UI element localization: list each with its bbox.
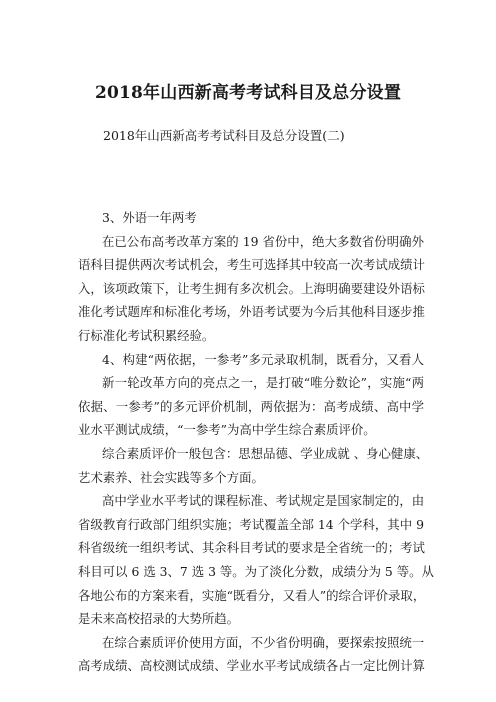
paragraph-line: 高中学业水平考试的课程标准、考试规定是国家制定的，由: [102, 493, 425, 509]
paragraph-line: 准化考试题库和标准化考场，外语考试要为今后其他科目逐步推: [78, 304, 425, 320]
paragraph-line: 在已公布高考改革方案的 19 省份中，绝大多数省份明确外: [102, 233, 424, 249]
paragraph-line: 入，该项政策下，让考生拥有多次机会。上海明确要建设外语标: [78, 280, 425, 296]
paragraph-line: 依据、一参考”的多元评价机制，两依据为：高考成绩、高中学: [78, 398, 424, 414]
paragraph-line: 在综合素质评价使用方面，不少省份明确，要探索按照统一: [102, 634, 425, 650]
paragraph-line: 科目可以 6 选 3、7 选 3 等。为了淡化分数，成绩分为 5 等。从: [78, 563, 434, 579]
paragraph-line: 新一轮改革方向的亮点之一，是打破“唯分数论”，实施“两: [102, 375, 424, 391]
paragraph-line: 是未来高校招录的大势所趋。: [78, 611, 240, 627]
paragraph-line: 省级教育行政部门组织实施；考试覆盖全部 14 个学科，其中 9: [78, 516, 424, 532]
section-heading-admission: 4、构建“两依据，一参考”多元录取机制，既看分，又看人: [102, 351, 424, 367]
paragraph-line: 高考成绩、高校测试成绩、学业水平考试成绩各占一定比例计算: [78, 658, 425, 674]
document-title: 2018年山西新高考考试科目及总分设置: [94, 83, 402, 103]
paragraph-line: 语科目提供两次考试机会，考生可选择其中较高一次考试成绩计: [78, 257, 425, 273]
paragraph-line: 业水平测试成绩，“一参考”为高中学生综合素质评价。: [78, 422, 376, 438]
paragraph-line: 艺术素养、社会实践等多个方面。: [78, 469, 264, 485]
document-subtitle: 2018年山西新高考考试科目及总分设置(二): [103, 128, 345, 143]
paragraph-line: 各地公布的方案来看，实施“既看分，又看人”的综合评价录取，: [78, 587, 426, 603]
paragraph-line: 科省级统一组织考试、其余科目考试的要求是全省统一的；考试: [78, 540, 425, 556]
section-heading-foreign-language: 3、外语一年两考: [102, 210, 197, 225]
paragraph-line: 综合素质评价一般包含：思想品德、学业成就 、身心健康、: [102, 445, 429, 461]
document-body: [78, 206, 434, 678]
paragraph-line: 行标准化考试积累经验。: [78, 327, 215, 343]
